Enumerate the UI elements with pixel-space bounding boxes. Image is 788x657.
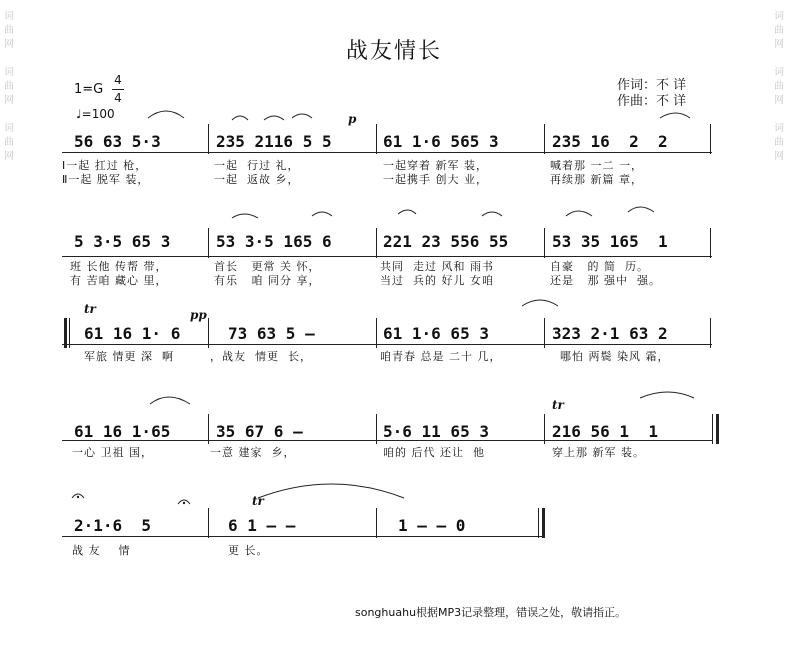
lyrics-verse1: 一起穿着 新军 装， — [383, 159, 488, 172]
footer-note: songhuahu根据MP3记录整理，错误之处，敬请指正。 — [355, 606, 627, 619]
slur — [398, 210, 416, 214]
lyrics-verse2: 有乐 咱 同分 享， — [214, 274, 321, 287]
lyrics-verse1: 军旅 情更 深 啊 — [84, 350, 174, 363]
watermark-char: 词 — [4, 67, 14, 78]
lyrics-verse1: 喊着那 一二 一， — [550, 159, 643, 172]
slur — [566, 211, 592, 216]
notes-measure: 2·1·6 5 — [74, 516, 152, 535]
watermark-char: 词 — [774, 67, 784, 78]
notes-measure: 56 63 5·3 — [74, 132, 161, 151]
watermark-char: 词 — [774, 123, 784, 134]
lyrics-verse1: 穿上那 新军 装。 — [552, 446, 645, 459]
lyrics-verse2: 当过 兵的 好儿 女咱 — [380, 274, 494, 287]
lyrics-verse1: 一意 建家 乡， — [210, 446, 296, 459]
notes-measure: 235 16 2 2 — [552, 132, 668, 151]
lyrics-verse1: 更 长。 — [228, 544, 269, 557]
slur — [150, 397, 190, 404]
composer-credit: 作曲：不 详 — [617, 94, 687, 109]
trill-mark: tr — [84, 302, 96, 316]
key-signature: 1=G — [74, 82, 104, 97]
watermark-char: 曲 — [4, 25, 14, 36]
time-sig-bottom: 4 — [112, 89, 124, 107]
notes-measure: 61 16 1·65 — [74, 422, 171, 441]
slur — [482, 212, 502, 216]
fermata-dot — [77, 496, 79, 498]
notes-measure: 73 63 5 — — [228, 324, 315, 343]
notes-measure: 323 2·1 63 2 — [552, 324, 668, 343]
slur — [148, 111, 184, 118]
notes-measure: 5·6 11 65 3 — [383, 422, 489, 441]
watermark-char: 曲 — [774, 137, 784, 148]
lyricist-credit: 作词：不 详 — [617, 78, 687, 93]
notes-measure: 53 3·5 165 6 — [216, 232, 332, 251]
notes-measure: 61 1·6 65 3 — [383, 324, 489, 343]
lyrics-verse1: Ⅰ一起 扛过 枪， — [62, 159, 148, 172]
notes-measure: 35 67 6 — — [216, 422, 303, 441]
lyrics-verse1: ，战友 情更 长， — [210, 350, 312, 363]
slur — [292, 114, 312, 118]
slur — [660, 113, 690, 118]
slur — [522, 300, 558, 306]
lyrics-verse1: 共同 走过 风和 雨书 — [380, 260, 494, 273]
dynamic-pp: pp — [190, 308, 207, 322]
slur — [264, 116, 284, 120]
slur — [628, 207, 654, 212]
slur — [312, 212, 332, 216]
lyrics-verse1: 自豪 的 简 历。 — [550, 260, 649, 273]
slur — [232, 116, 248, 120]
notes-measure: 216 56 1 1 — [552, 422, 658, 441]
fermata-dot — [183, 502, 185, 504]
watermark-char: 词 — [4, 11, 14, 22]
watermark-char: 网 — [774, 95, 784, 106]
notes-measure: 6 1 — — — [228, 516, 296, 535]
notes-measure: 221 23 556 55 — [383, 232, 509, 251]
lyrics-verse1: 咱的 后代 还让 他 — [383, 446, 485, 459]
lyrics-verse2: 再续那 新篇 章， — [550, 173, 643, 186]
lyrics-verse2: 有 苦咱 藏心 里， — [70, 274, 168, 287]
watermark-char: 曲 — [774, 81, 784, 92]
lyrics-verse2: Ⅱ一起 脱军 装， — [62, 173, 150, 186]
notes-measure: 5 3·5 65 3 — [74, 232, 171, 251]
dynamic-p: p — [348, 112, 357, 126]
lyrics-verse1: 战 友 情 — [72, 544, 131, 557]
lyrics-verse2: 一起携手 创大 业， — [383, 173, 488, 186]
song-title: 战友情长 — [345, 39, 442, 64]
watermark-char: 网 — [4, 39, 14, 50]
slur — [640, 392, 694, 398]
lyrics-verse1: 首长 更常 关 怀， — [214, 260, 321, 273]
watermark-char: 词 — [4, 123, 14, 134]
lyrics-verse1: 班 长他 传帮 带， — [70, 260, 168, 273]
watermark-char: 曲 — [4, 81, 14, 92]
watermark-char: 曲 — [774, 25, 784, 36]
slur — [258, 484, 404, 498]
lyrics-verse1: 一心 卫祖 国， — [72, 446, 153, 459]
watermark-char: 网 — [774, 39, 784, 50]
notes-measure: 1 — — 0 — [398, 516, 466, 535]
lyrics-verse1: 咱青春 总是 二十 几， — [380, 350, 502, 363]
lyrics-verse2: 还是 那 强中 强。 — [550, 274, 661, 287]
watermark-char: 网 — [4, 95, 14, 106]
time-sig-top: 4 — [114, 73, 122, 87]
trill-mark: tr — [252, 494, 264, 508]
notes-measure: 61 1·6 565 3 — [383, 132, 499, 151]
lyrics-verse1: 一起 行过 礼， — [214, 159, 300, 172]
watermark-char: 网 — [4, 151, 14, 162]
watermark-char: 网 — [774, 151, 784, 162]
notes-measure: 53 35 165 1 — [552, 232, 668, 251]
notes-measure: 235 2116 5 5 — [216, 132, 332, 151]
lyrics-verse1: 哪怕 两鬓 染风 霜， — [560, 350, 670, 363]
watermark-char: 词 — [774, 11, 784, 22]
notes-measure: 61 16 1· 6 — [84, 324, 181, 343]
lyrics-verse2: 一起 返故 乡， — [214, 173, 300, 186]
tempo-marking: ♩=100 — [76, 107, 115, 121]
trill-mark: tr — [552, 398, 564, 412]
slur — [232, 214, 258, 218]
watermark-char: 曲 — [4, 137, 14, 148]
